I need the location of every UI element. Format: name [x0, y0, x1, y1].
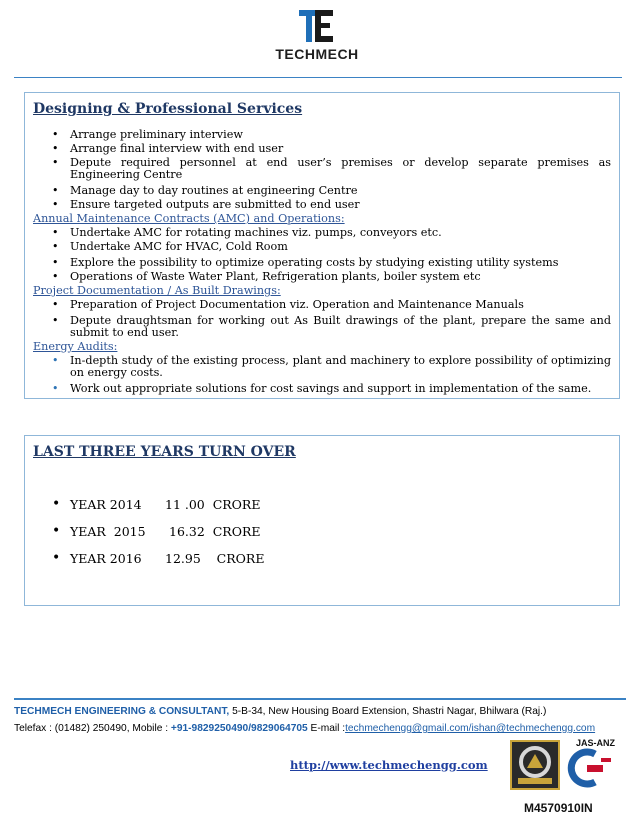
list-item: • Depute draughtsman for working out As Built drawings of the plant, prepare the same and submit to end user.	[52, 314, 611, 339]
list-item: • Explore the possibility to optimize operating costs by studying existing utility systems	[52, 256, 559, 269]
list-item: • Operations of Waste Water Plant, Refrigeration plants, boiler system etc	[52, 270, 481, 283]
list-item	[33, 498, 611, 512]
energy-audits-list	[33, 355, 611, 395]
turnover-value: 12.95 CRORE	[165, 551, 265, 566]
bullet-icon: •	[52, 184, 59, 197]
company-address: 5-B-34, New Housing Board Extension, Shastri Nagar, Bhilwara (Raj.)	[229, 706, 547, 717]
documentation-list	[33, 299, 611, 339]
company-name: TECHMECH ENGINEERING & CONSULTANT,	[14, 706, 230, 717]
services-title: Designing & Professional Services	[33, 101, 303, 117]
list-item: • Manage day to day routines at engineering Centre	[52, 184, 358, 197]
bullet-icon: •	[52, 314, 59, 327]
bullet-icon: •	[52, 156, 59, 169]
amc-list	[33, 227, 611, 283]
company-logo	[272, 8, 362, 66]
certificate-code: M4570910IN	[524, 801, 593, 815]
bullet-icon: •	[52, 198, 59, 211]
bullet-icon: •	[52, 270, 59, 283]
amc-heading: Annual Maintenance Contracts (AMC) and Operations:	[33, 212, 345, 225]
bullet-icon: •	[52, 128, 59, 141]
bullet-icon: •	[52, 523, 61, 539]
mobile-number: +91-9829250490/9829064705	[170, 723, 308, 734]
list-item: • Undertake AMC for rotating machines viz. pumps, conveyors etc.	[52, 226, 442, 239]
footer-contact-line	[14, 723, 595, 734]
turnover-value: 16.32 CRORE	[169, 524, 261, 539]
list-item: • Arrange preliminary interview	[52, 128, 243, 141]
services-list	[33, 129, 611, 211]
bullet-icon: •	[52, 496, 61, 512]
turnover-year: YEAR 2015	[70, 524, 146, 539]
email-label: E-mail :	[307, 723, 346, 734]
bullet-icon: •	[52, 240, 59, 253]
turnover-title: LAST THREE YEARS TURN OVER	[33, 444, 296, 460]
jas-anz-label: JAS-ANZ	[575, 738, 615, 748]
bullet-icon: •	[52, 226, 59, 239]
bullet-icon: •	[52, 382, 59, 395]
turnover-value: 11 .00 CRORE	[165, 497, 261, 512]
footer-divider	[14, 698, 626, 700]
logo-text: TECHMECH	[275, 46, 359, 62]
website-link[interactable]: http://www.techmechengg.com	[290, 758, 488, 772]
list-item: • In-depth study of the existing process, plant and machinery to explore possibility of optimizing on energy costs.	[52, 354, 611, 379]
services-section	[24, 92, 620, 399]
bullet-icon: •	[52, 298, 59, 311]
iso-certification-badge	[510, 740, 560, 790]
header-divider	[14, 77, 622, 78]
bullet-icon: •	[52, 256, 59, 269]
bullet-icon: •	[52, 550, 61, 566]
energy-audits-heading: Energy Audits:	[33, 340, 118, 353]
turnover-year: YEAR 2016	[70, 551, 142, 566]
jas-anz-logo-icon	[565, 748, 615, 788]
turnover-list	[33, 498, 611, 566]
list-item	[33, 525, 611, 539]
list-item: • Depute required personnel at end user’s premises or develop separate premises as Engineering Centre	[52, 156, 611, 181]
bullet-icon: •	[52, 142, 59, 155]
list-item: • Preparation of Project Documentation viz. Operation and Maintenance Manuals	[52, 298, 524, 311]
documentation-heading: Project Documentation / As Built Drawings:	[33, 284, 281, 297]
list-item: • Arrange final interview with end user	[52, 142, 284, 155]
telefax-label: Telefax : (01482) 250490, Mobile :	[14, 723, 171, 734]
turnover-section	[24, 435, 620, 606]
bullet-icon: •	[52, 354, 59, 367]
jas-anz-badge	[565, 738, 615, 792]
email-link[interactable]: techmechengg@gmail.com/ishan@techmechengg.com	[345, 723, 596, 734]
list-item: • Undertake AMC for HVAC, Cold Room	[52, 240, 288, 253]
turnover-year: YEAR 2014	[70, 497, 142, 512]
list-item	[33, 552, 611, 566]
list-item: • Work out appropriate solutions for cost savings and support in implementation of the same.	[52, 382, 592, 395]
techmech-logo-icon	[295, 8, 339, 44]
list-item: • Ensure targeted outputs are submitted to end user	[52, 198, 360, 211]
iso-seal-icon	[512, 742, 558, 788]
footer-address-line	[14, 706, 546, 717]
